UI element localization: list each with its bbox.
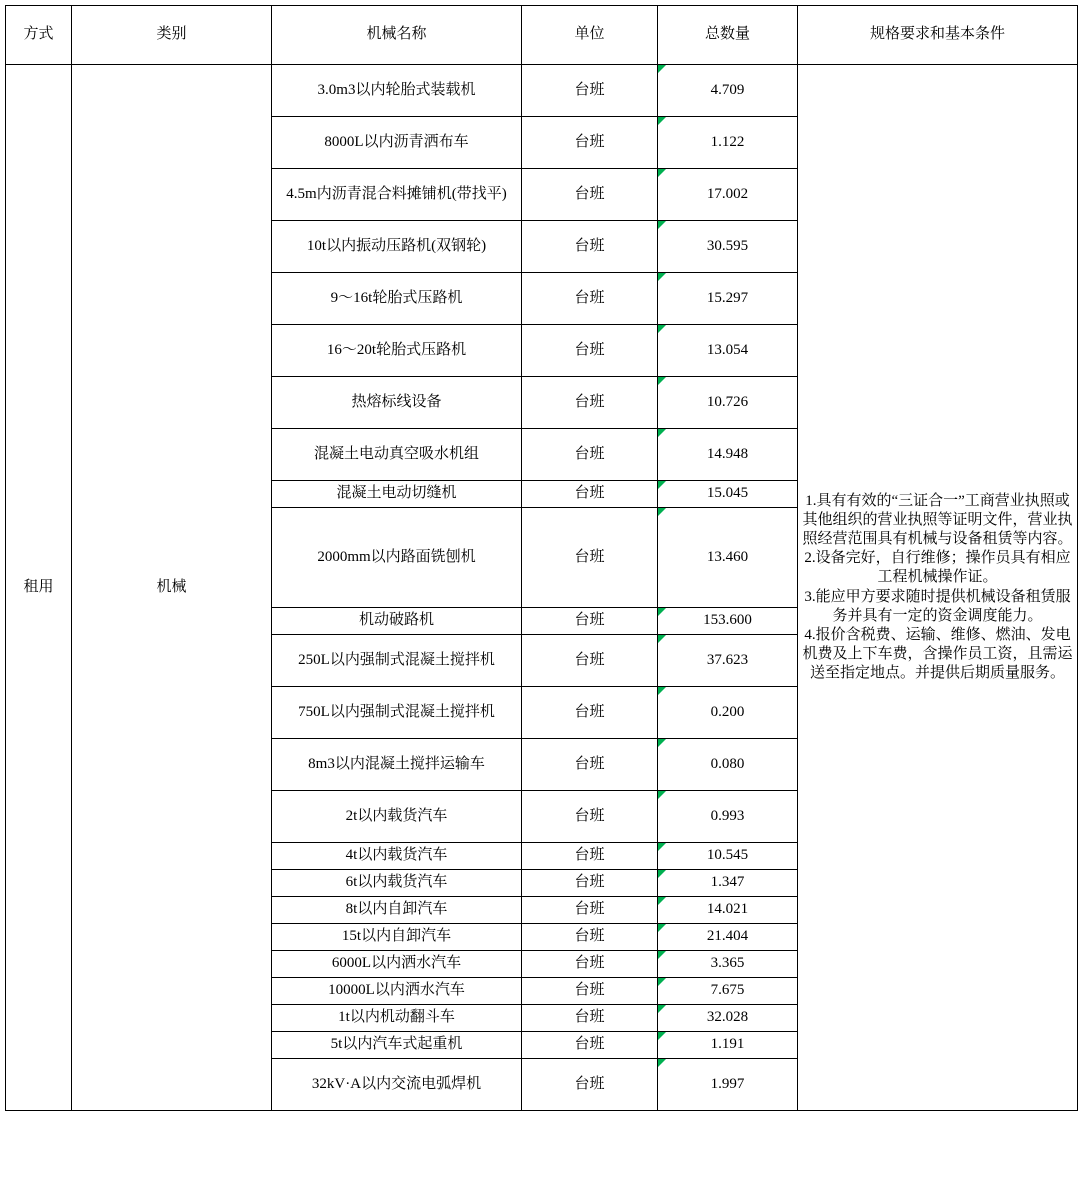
comment-marker-icon <box>658 739 666 747</box>
comment-marker-icon <box>658 1059 666 1067</box>
comment-marker-icon <box>658 377 666 385</box>
cell-machine-name: 15t以内自卸汽车 <box>272 924 522 951</box>
cell-total-quantity <box>658 508 798 608</box>
spec-paragraph-list <box>802 492 1073 684</box>
comment-marker-icon <box>658 1005 666 1013</box>
cell-machine-name: 8t以内自卸汽车 <box>272 897 522 924</box>
comment-marker-icon <box>658 221 666 229</box>
cell-machine-name: 2t以内载货汽车 <box>272 791 522 843</box>
comment-marker-icon <box>658 508 666 516</box>
cell-total-quantity <box>658 687 798 739</box>
spec-paragraph: 4.报价含税费、运输、维修、燃油、发电机费及上下车费，含操作员工资，且需运送至指定地点。并提供后期质量服务。 <box>802 626 1073 682</box>
table-header <box>6 6 1078 65</box>
cell-machine-name: 4t以内载货汽车 <box>272 843 522 870</box>
quantity-value: 10.726 <box>706 393 749 410</box>
cell-unit: 台班 <box>522 221 658 273</box>
cell-total-quantity <box>658 117 798 169</box>
cell-machine-name: 8000L以内沥青洒布车 <box>272 117 522 169</box>
cell-machine-name: 6000L以内洒水汽车 <box>272 951 522 978</box>
cell-machine-name: 750L以内强制式混凝土搅拌机 <box>272 687 522 739</box>
quantity-value: 1.997 <box>710 1075 745 1092</box>
cell-total-quantity <box>658 1032 798 1059</box>
cell-unit: 台班 <box>522 897 658 924</box>
comment-marker-icon <box>658 117 666 125</box>
cell-total-quantity <box>658 429 798 481</box>
cell-total-quantity <box>658 897 798 924</box>
cell-machine-name: 32kV·A以内交流电弧焊机 <box>272 1059 522 1111</box>
cell-total-quantity <box>658 870 798 897</box>
cell-machine-name: 250L以内强制式混凝土搅拌机 <box>272 635 522 687</box>
machinery-rental-table <box>5 5 1078 1111</box>
quantity-value: 7.675 <box>710 982 745 999</box>
comment-marker-icon <box>658 481 666 489</box>
comment-marker-icon <box>658 429 666 437</box>
cell-machine-name: 机动破路机 <box>272 608 522 635</box>
cell-machine-name: 16～20t轮胎式压路机 <box>272 325 522 377</box>
cell-total-quantity <box>658 481 798 508</box>
comment-marker-icon <box>658 687 666 695</box>
cell-unit: 台班 <box>522 429 658 481</box>
spec-paragraph: 2.设备完好，自行维修；操作员具有相应工程机械操作证。 <box>804 550 1071 586</box>
cell-unit: 台班 <box>522 1005 658 1032</box>
cell-machine-name: 混凝土电动真空吸水机组 <box>272 429 522 481</box>
cell-unit: 台班 <box>522 635 658 687</box>
cell-total-quantity <box>658 951 798 978</box>
quantity-value: 13.054 <box>706 341 749 358</box>
cell-unit: 台班 <box>522 951 658 978</box>
cell-category: 机械 <box>72 65 272 1111</box>
cell-machine-name: 混凝土电动切缝机 <box>272 481 522 508</box>
cell-spec-requirements <box>798 65 1078 1111</box>
quantity-value: 32.028 <box>706 1009 749 1026</box>
quantity-value: 0.200 <box>710 703 745 720</box>
cell-unit: 台班 <box>522 65 658 117</box>
comment-marker-icon <box>658 1032 666 1040</box>
comment-marker-icon <box>658 870 666 878</box>
quantity-value: 37.623 <box>706 651 749 668</box>
comment-marker-icon <box>658 791 666 799</box>
cell-machine-name: 9～16t轮胎式压路机 <box>272 273 522 325</box>
table-body <box>6 65 1078 1111</box>
column-header-mode: 方式 <box>6 6 72 65</box>
column-header-spec-requirements: 规格要求和基本条件 <box>798 6 1078 65</box>
quantity-value: 153.600 <box>703 612 752 629</box>
comment-marker-icon <box>658 897 666 905</box>
quantity-value: 14.948 <box>706 445 749 462</box>
cell-unit: 台班 <box>522 481 658 508</box>
column-header-unit: 单位 <box>522 6 658 65</box>
quantity-value: 13.460 <box>706 548 749 565</box>
cell-machine-name: 2000mm以内路面铣刨机 <box>272 508 522 608</box>
cell-total-quantity <box>658 65 798 117</box>
quantity-value: 30.595 <box>706 237 749 254</box>
comment-marker-icon <box>658 273 666 281</box>
comment-marker-icon <box>658 924 666 932</box>
cell-unit: 台班 <box>522 608 658 635</box>
cell-total-quantity <box>658 978 798 1005</box>
quantity-value: 17.002 <box>706 185 749 202</box>
cell-total-quantity <box>658 608 798 635</box>
column-header-total-quantity: 总数量 <box>658 6 798 65</box>
cell-unit: 台班 <box>522 169 658 221</box>
comment-marker-icon <box>658 843 666 851</box>
spec-paragraph: 3.能应甲方要求随时提供机械设备租赁服务并具有一定的资金调度能力。 <box>804 588 1071 624</box>
cell-total-quantity <box>658 635 798 687</box>
comment-marker-icon <box>658 169 666 177</box>
cell-total-quantity <box>658 791 798 843</box>
quantity-value: 1.347 <box>710 874 745 891</box>
cell-machine-name: 5t以内汽车式起重机 <box>272 1032 522 1059</box>
cell-unit: 台班 <box>522 117 658 169</box>
cell-total-quantity <box>658 1005 798 1032</box>
comment-marker-icon <box>658 325 666 333</box>
comment-marker-icon <box>658 635 666 643</box>
cell-unit: 台班 <box>522 870 658 897</box>
cell-unit: 台班 <box>522 273 658 325</box>
column-header-machine-name: 机械名称 <box>272 6 522 65</box>
cell-machine-name: 6t以内载货汽车 <box>272 870 522 897</box>
column-header-category: 类别 <box>72 6 272 65</box>
cell-unit: 台班 <box>522 687 658 739</box>
cell-total-quantity <box>658 169 798 221</box>
cell-unit: 台班 <box>522 791 658 843</box>
cell-total-quantity <box>658 843 798 870</box>
quantity-value: 1.191 <box>710 1036 745 1053</box>
comment-marker-icon <box>658 951 666 959</box>
quantity-value: 10.545 <box>706 847 749 864</box>
cell-machine-name: 8m3以内混凝土搅拌运输车 <box>272 739 522 791</box>
spec-paragraph: 1.具有有效的“三证合一”工商营业执照或其他组织的营业执照等证明文件，营业执照经营范围具有机械与设备租赁等内容。 <box>802 492 1073 547</box>
quantity-value: 1.122 <box>710 133 745 150</box>
quantity-value: 4.709 <box>710 81 745 98</box>
cell-mode: 租用 <box>6 65 72 1111</box>
cell-total-quantity <box>658 273 798 325</box>
cell-total-quantity <box>658 924 798 951</box>
cell-machine-name: 1t以内机动翻斗车 <box>272 1005 522 1032</box>
cell-unit: 台班 <box>522 1032 658 1059</box>
comment-marker-icon <box>658 608 666 616</box>
table-header-row <box>6 6 1078 65</box>
cell-unit: 台班 <box>522 1059 658 1111</box>
comment-marker-icon <box>658 65 666 73</box>
cell-machine-name: 4.5m内沥青混合料摊铺机(带找平) <box>272 169 522 221</box>
quantity-value: 0.080 <box>710 755 745 772</box>
comment-marker-icon <box>658 978 666 986</box>
quantity-value: 21.404 <box>706 928 749 945</box>
cell-total-quantity <box>658 739 798 791</box>
cell-machine-name: 3.0m3以内轮胎式装载机 <box>272 65 522 117</box>
cell-unit: 台班 <box>522 325 658 377</box>
cell-unit: 台班 <box>522 739 658 791</box>
quantity-value: 15.297 <box>706 289 749 306</box>
cell-machine-name: 10t以内振动压路机(双钢轮) <box>272 221 522 273</box>
quantity-value: 0.993 <box>710 807 745 824</box>
quantity-value: 3.365 <box>710 955 745 972</box>
cell-total-quantity <box>658 377 798 429</box>
cell-machine-name: 热熔标线设备 <box>272 377 522 429</box>
cell-total-quantity <box>658 1059 798 1111</box>
cell-unit: 台班 <box>522 843 658 870</box>
cell-total-quantity <box>658 221 798 273</box>
cell-unit: 台班 <box>522 508 658 608</box>
cell-total-quantity <box>658 325 798 377</box>
table-row <box>6 65 1078 117</box>
quantity-value: 14.021 <box>706 901 749 918</box>
cell-unit: 台班 <box>522 924 658 951</box>
cell-unit: 台班 <box>522 377 658 429</box>
quantity-value: 15.045 <box>706 485 749 502</box>
cell-unit: 台班 <box>522 978 658 1005</box>
cell-machine-name: 10000L以内洒水汽车 <box>272 978 522 1005</box>
